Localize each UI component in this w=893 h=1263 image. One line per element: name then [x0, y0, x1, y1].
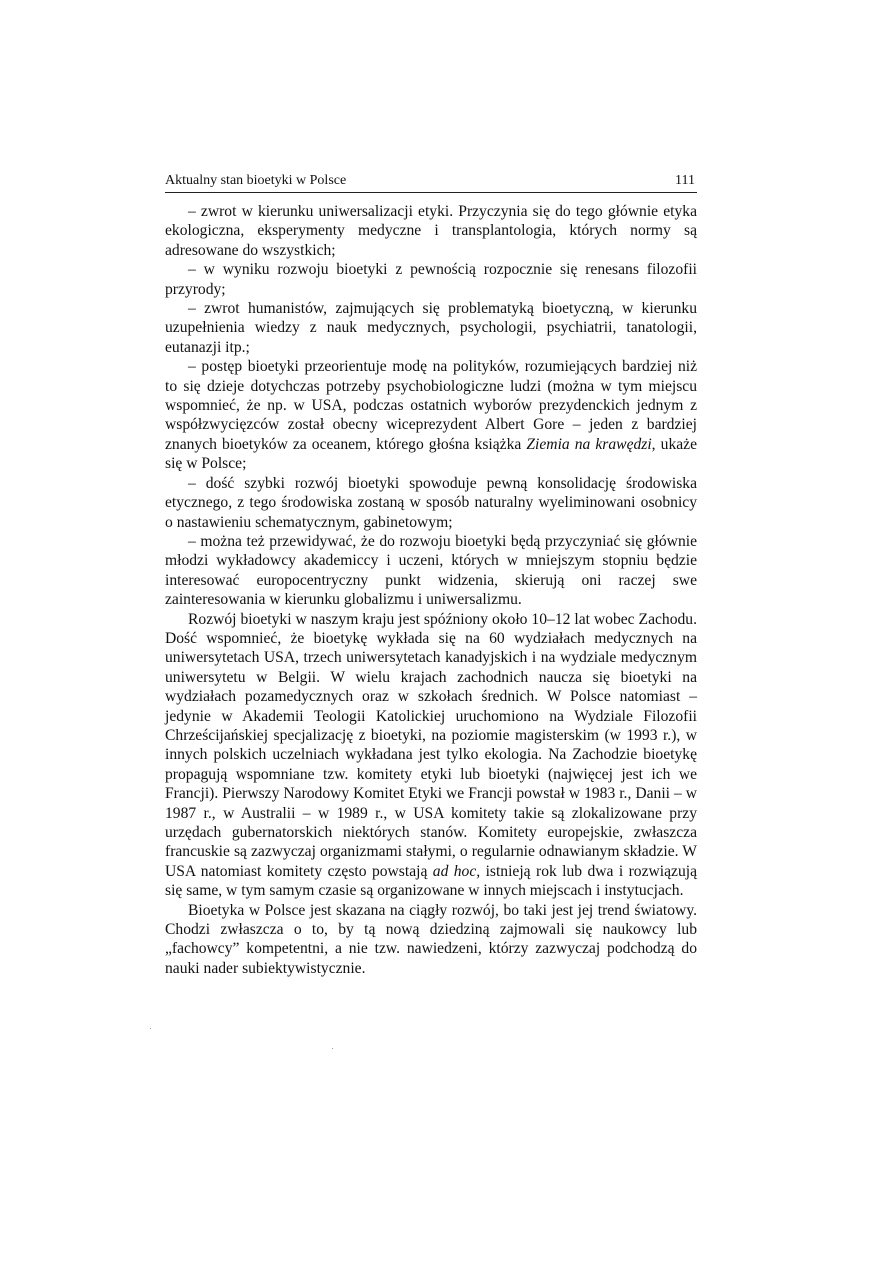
paragraph-young-lecturers — [165, 532, 697, 610]
paragraph-universalization — [165, 202, 697, 260]
paragraph-bioethics-in-poland — [165, 901, 697, 979]
running-title: Aktualny stan bioetyki w Polsce — [165, 173, 347, 188]
paragraph-text: ukaże się w Polsce; — [165, 435, 697, 473]
ad-hoc-italic: ad hoc, — [432, 862, 481, 880]
scan-speck — [150, 1028, 151, 1029]
paragraph-humanists — [165, 299, 697, 357]
scan-speck — [332, 1048, 333, 1049]
running-head — [165, 172, 697, 193]
paragraph-consolidation — [165, 474, 697, 532]
paragraph-text: – w wyniku rozwoju bioetyki z pewnością rozpocznie się renesans filozofii przyrody; — [165, 261, 697, 298]
body-text — [165, 202, 697, 978]
paragraph-text: – postęp bioetyki przeorientuje modę na polityków, rozumiejących bardziej niż to się dzieje dotychczas potrzeby psychobiologiczne ludzi (można w tym miejscu wspomnieć, że np. w USA, podczas ostatnich wyborów prezydenckich jednym z współzwycięzców został obecny wiceprezydent Albert Gore – jeden z bardziej znanych bioetyków za oceanem, którego głośna książka — [165, 358, 697, 453]
paragraph-text: istnieją rok lub dwa i rozwiązują się same, w tym samym czasie są organizowane w innych miejscach i instytucjach. — [165, 862, 697, 900]
paragraph-philosophy-of-nature — [165, 260, 697, 299]
paragraph-text: Bioetyka w Polsce jest skazana na ciągły rozwój, bo taki jest jej trend światowy. Chodzi zwłaszcza o to, by tą nową dziedziną zajmowali się naukowcy lub „fachowcy” kompetentni, a nie tzw. nawiedzeni, którzy zazwyczaj podchodzą do nauki nader subiektywistycznie. — [165, 901, 697, 977]
paragraph-development-delay — [165, 610, 697, 901]
paragraph-text: – dość szybki rozwój bioetyki spowoduje pewną konsolidację środowiska etycznego, z tego środowiska zostaną w sposób naturalny wyeliminowani osobnicy o nastawieniu schematycznym, gabinetowym; — [165, 474, 697, 531]
paragraph-text: Rozwój bioetyki w naszym kraju jest spóźniony około 10–12 lat wobec Zachodu. Dość wspomnieć, że bioetykę wykłada się na 60 wydziałach medycznych na uniwersytetach USA, trzech uniwersytetach kanadyjskich i na wydziale medycznym uniwersytetu w Belgii. W wielu krajach zachodnich naucza się bioetyki na wydziałach pozamedycznych oraz w szkołach średnich. W Polsce natomiast – jedynie w Akademii Teologii Katolickiej uruchomiono na Wydziale Filozofii Chrześcijańskiej specjalizację z bioetyki, na poziomie magisterskim (w 1993 r.), w innych polskich uczelniach wykładana jest tylko ekologia. Na Zachodzie bioetykę propagują wspomniane tzw. komitety etyki lub bioetyki (najwięcej jest ich we Francji). Pierwszy Narodowy Komitet Etyki we Francji powstał w 1983 r., Danii – w 1987 r., w Australii – w 1989 r., w USA komitety takie są zlokalizowane przy urzędach gubernatorskich niektórych stanów. Komitety europejskie, zwłaszcza francuskie są zazwyczaj organizmami stałymi, o regularnie odnawianym składzie. W USA natomiast komitety często powstają — [165, 610, 697, 880]
book-title-italic: Ziemia na krawędzi, — [526, 435, 656, 453]
book-page — [165, 172, 697, 978]
paragraph-text: – zwrot w kierunku uniwersalizacji etyki. Przyczynia się do tego głównie etyka ekologiczna, eksperymenty medyczne i transplantologia, których normy są adresowane do wszystkich; — [165, 203, 697, 259]
paragraph-text: – zwrot humanistów, zajmujących się problematyką bioetyczną, w kierunku uzupełnienia wiedzy z nauk medycznych, psychologii, psychiatrii, tanatologii, eutanazji itp.; — [165, 300, 697, 356]
page-number: 111 — [675, 173, 695, 188]
paragraph-politicians — [165, 357, 697, 473]
paragraph-text: – można też przewidywać, że do rozwoju bioetyki będą przyczyniać się głównie młodzi wykładowcy akademiccy i uczeni, których w mniejszym stopniu będzie interesować europocentryczny punkt widzenia, skierują oni raczej swe zainteresowania w kierunku globalizmu i uniwersalizmu. — [165, 532, 697, 609]
